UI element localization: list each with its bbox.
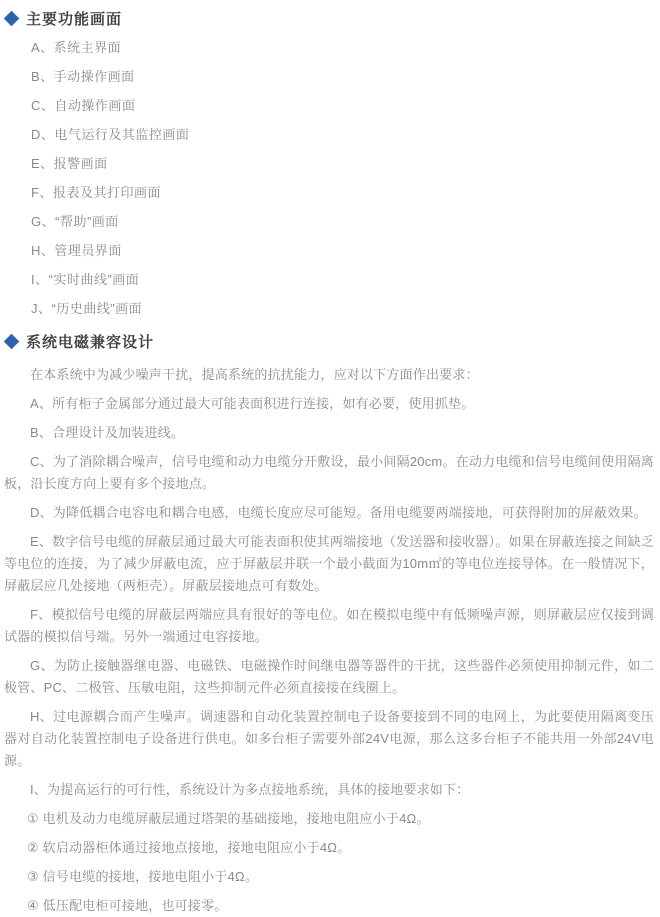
diamond-bullet-icon: [4, 334, 20, 350]
emc-paragraph: I、为提高运行的可行性，系统设计为多点接地系统，具体的接地要求如下：: [30, 782, 470, 797]
emc-paragraph: A、所有柜子金属部分通过最大可能表面积进行连接，如有必要，使用抓垫。: [30, 396, 475, 411]
section-header-main-functions: [2, 8, 656, 29]
grounding-requirement-item: ① 电机及动力电缆屏蔽层通过塔架的基础接地，接地电阻应小于4Ω。: [27, 811, 430, 826]
list-item: I、“实时曲线”画面: [31, 272, 140, 287]
grounding-requirement-item: ③ 信号电缆的接地，接地电阻小于4Ω。: [27, 869, 259, 884]
emc-paragraph: D、为降低耦合电容电和耦合电感，电缆长度应尽可能短。备用电缆要两端接地，可获得附加的屏蔽效果。: [30, 505, 647, 520]
emc-paragraph: H、过电源耦合而产生噪声。调速器和自动化装置控制电子设备要接到不同的电网上，为此要使用隔离变压器对自动化装置控制电子设备进行供电。如多台柜子需要外部24V电源，那么这多台柜子不能共用一外部24V电源。: [4, 709, 654, 768]
emc-paragraph: B、合理设计及加装进线。: [30, 425, 185, 440]
emc-paragraph: C、为了消除耦合噪声，信号电缆和动力电缆分开敷设，最小间隔20cm。在动力电缆和信号电缆间使用隔离板，沿长度方向上要有多个接地点。: [4, 454, 654, 491]
list-item: F、报表及其打印画面: [31, 185, 161, 200]
list-item: E、报警画面: [31, 156, 108, 171]
emc-paragraph: E、数字信号电缆的屏蔽层通过最大可能表面积使其两端接地（发送器和接收器）。如果在屏蔽连接之间缺乏等电位的连接，为了减少屏蔽电流，应于屏蔽层并联一个最小截面为10m㎡的等电位连接导体。在一般情况下，屏蔽层应几处接地（两柜壳）。屏蔽层接地点可有数处。: [4, 534, 654, 593]
section-title: 主要功能画面: [26, 11, 123, 28]
emc-body: [2, 364, 656, 917]
grounding-requirement-item: ④ 低压配电柜可接地，也可接零。: [27, 898, 228, 913]
list-item: D、电气运行及其监控画面: [31, 127, 190, 142]
diamond-bullet-icon: [4, 11, 20, 27]
list-item: C、自动操作画面: [31, 98, 136, 113]
section-main-functions: [2, 8, 656, 316]
grounding-requirement-item: ② 软启动器柜体通过接地点接地，接地电阻应小于4Ω。: [27, 840, 351, 855]
list-item: A、系统主界面: [31, 40, 122, 55]
list-item: J、“历史曲线”画面: [31, 301, 143, 316]
list-item: G、“帮助”画面: [31, 214, 119, 229]
emc-intro-paragraph: 在本系统中为减少噪声干扰，提高系统的抗扰能力，应对以下方面作出要求：: [30, 367, 479, 382]
section-header-emc-design: [2, 331, 656, 352]
emc-paragraph: G、为防止接触器继电器、电磁铁、电磁操作时间继电器等器件的干扰，这些器件必须使用抑制元件，如二极管、PC、二极管、压敏电阻，这些抑制元件必须直接接在线圈上。: [4, 658, 654, 695]
list-item: B、手动操作画面: [31, 69, 135, 84]
section-emc-design: [2, 331, 656, 917]
emc-paragraph: F、模拟信号电缆的屏蔽层两端应具有很好的等电位。如在模拟电缆中有低频噪声源，则屏蔽层应仅接到调试器的模拟信号端。另外一端通过电容接地。: [4, 607, 654, 644]
section-title: 系统电磁兼容设计: [26, 334, 155, 351]
function-screen-list: [31, 41, 656, 316]
list-item: H、管理员界面: [31, 243, 122, 258]
